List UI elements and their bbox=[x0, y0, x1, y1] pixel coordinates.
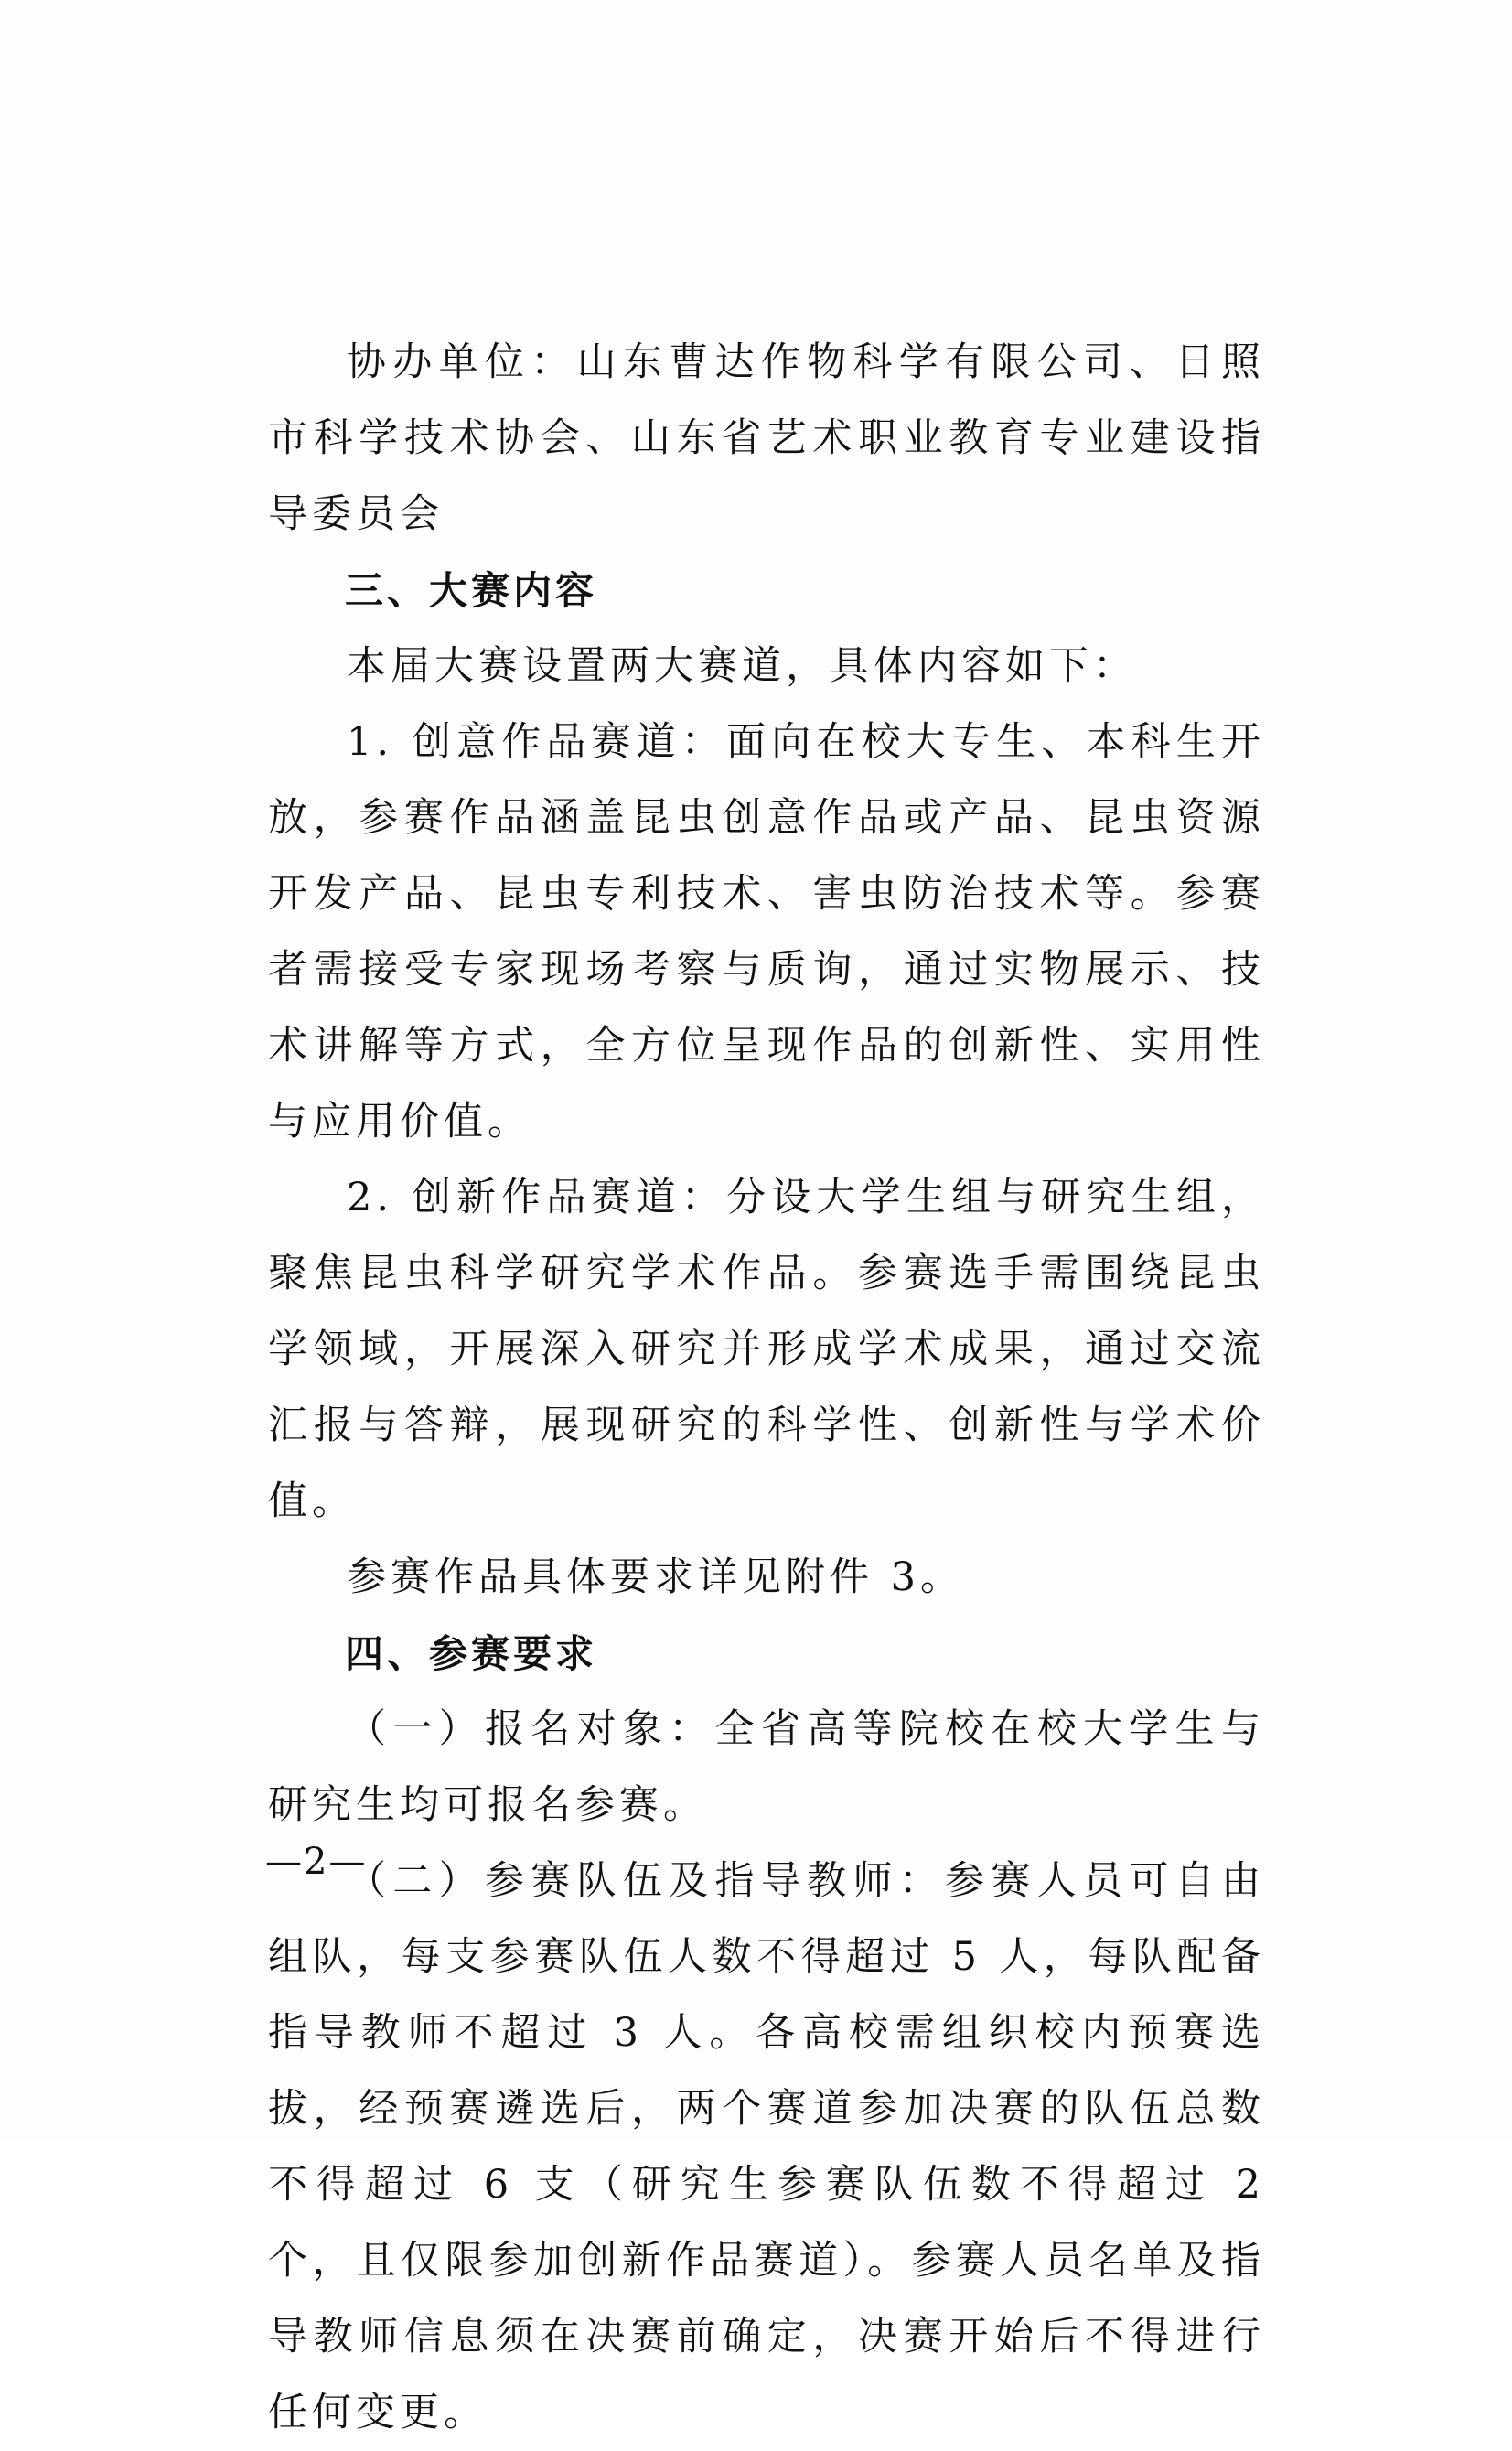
para-creative-track: 1. 创意作品赛道：面向在校大专生、本科生开放，参赛作品涵盖昆虫创意作品或产品、昆虫资源开发产品、昆虫专利技术、害虫防治技术等。参赛者需接受专家现场考察与质询，通过实物展示、技术讲解等方式，全方位呈现作品的创新性、实用性与应用价值。 bbox=[268, 719, 1265, 1145]
para-innovation-track: 2. 创新作品赛道：分设大学生组与研究生组，聚焦昆虫科学研究学术作品。参赛选手需围绕昆虫学领域，开展深入研究并形成学术成果，通过交流汇报与答辩，展现研究的科学性、创新性与学术价值。 bbox=[268, 1175, 1265, 1524]
para-two-tracks-intro: 本届大赛设置两大赛道，具体内容如下： bbox=[347, 643, 1137, 689]
para-eligibility: （一）报名对象：全省高等院校在校大学生与研究生均可报名参赛。 bbox=[268, 1706, 1265, 1828]
para-teams-advisors: （二）参赛队伍及指导教师：参赛人员可自由组队，每支参赛队伍人数不得超过 5 人，每队配备指导教师不超过 3 人。各高校需组织校内预赛选拔，经预赛遴选后，两个赛道参加决赛的队伍总数不得超过 6 支（研究生参赛队伍数不得超过 2 个，且仅限参加创新作品赛道）。参赛人员名单及指导教师信息须在决赛前确定，决赛开始后不得进行任何变更。 bbox=[268, 1858, 1265, 2435]
para-co-organizers: 协办单位：山东曹达作物科学有限公司、日照市科学技术协会、山东省艺术职业教育专业建设指导委员会 bbox=[268, 339, 1265, 537]
page-number: —2— bbox=[265, 1841, 368, 1883]
para-attachment-note: 参赛作品具体要求详见附件 3。 bbox=[347, 1554, 965, 1600]
document-body bbox=[268, 325, 1265, 2451]
heading-contest-content: 三、大赛内容 bbox=[345, 568, 598, 613]
heading-requirements: 四、参赛要求 bbox=[345, 1631, 598, 1676]
